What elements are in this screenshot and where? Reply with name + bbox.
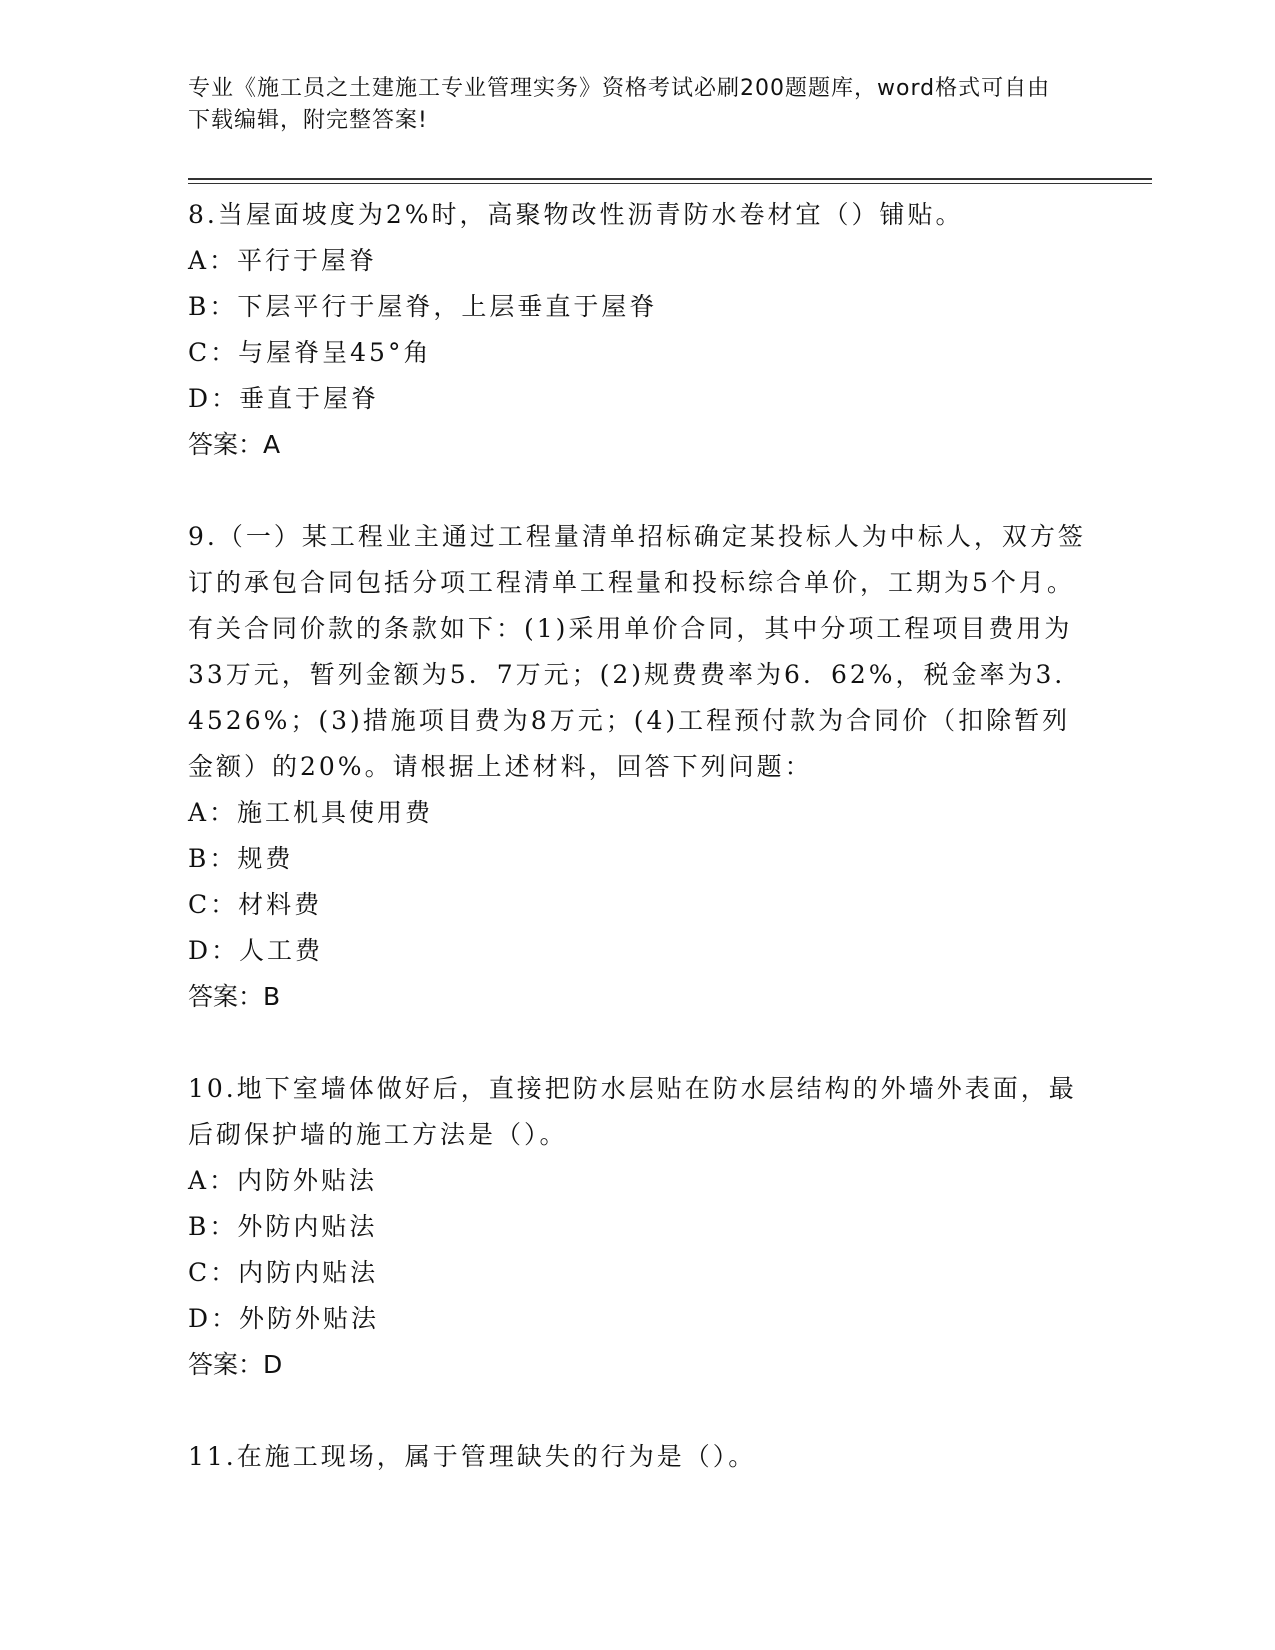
question-stem: 10.地下室墙体做好后，直接把防水层贴在防水层结构的外墙外表面，最后砌保护墙的施工方法是（）。: [188, 1074, 1077, 1149]
question-stem: 11.在施工现场，属于管理缺失的行为是（）。: [188, 1442, 757, 1471]
answer-line: 答案：A: [188, 430, 281, 459]
option-c: C：材料费: [188, 890, 323, 919]
option-b: B：外防内贴法: [188, 1212, 378, 1241]
question-stem: 9.（一）某工程业主通过工程量清单招标确定某投标人为中标人，双方签订的承包合同包括分项工程清单工程量和投标综合单价，工期为5个月。有关合同价款的条款如下：(1)采用单价合同，其中分项工程项目费用为33万元，暂列金额为5．7万元；(2)规费费率为6．62%，税金率为3．4526%；(3)措施项目费为8万元；(4)工程预付款为合同价（扣除暂列金额）的20%。请根据上述材料，回答下列问题：: [188, 522, 1086, 781]
option-d: D：外防外贴法: [188, 1304, 380, 1333]
option-b: B：下层平行于屋脊，上层垂直于屋脊: [188, 292, 658, 321]
option-b: B：规费: [188, 844, 294, 873]
option-c: C：内防内贴法: [188, 1258, 379, 1287]
question-stem: 8.当屋面坡度为2%时，高聚物改性沥青防水卷材宜（）铺贴。: [188, 200, 964, 229]
option-d: D：垂直于屋脊: [188, 384, 380, 413]
answer-line: 答案：B: [188, 982, 281, 1011]
question-9: [188, 514, 1088, 1020]
option-a: A：内防外贴法: [188, 1166, 378, 1195]
option-a: A：施工机具使用费: [188, 798, 434, 827]
document-header: 专业《施工员之土建施工专业管理实务》资格考试必刷200题题库，word格式可自由下载编辑，附完整答案!: [188, 76, 1051, 133]
option-a: A：平行于屋脊: [188, 246, 378, 275]
question-8: [188, 192, 1088, 468]
header-divider: [188, 178, 1152, 180]
option-c: C：与屋脊呈45°角: [188, 338, 432, 367]
answer-line: 答案：D: [188, 1350, 283, 1379]
question-10: [188, 1066, 1088, 1388]
question-11: [188, 1434, 1088, 1480]
header-divider-secondary: [188, 183, 1152, 184]
question-list: [188, 192, 1088, 1526]
option-d: D：人工费: [188, 936, 324, 965]
